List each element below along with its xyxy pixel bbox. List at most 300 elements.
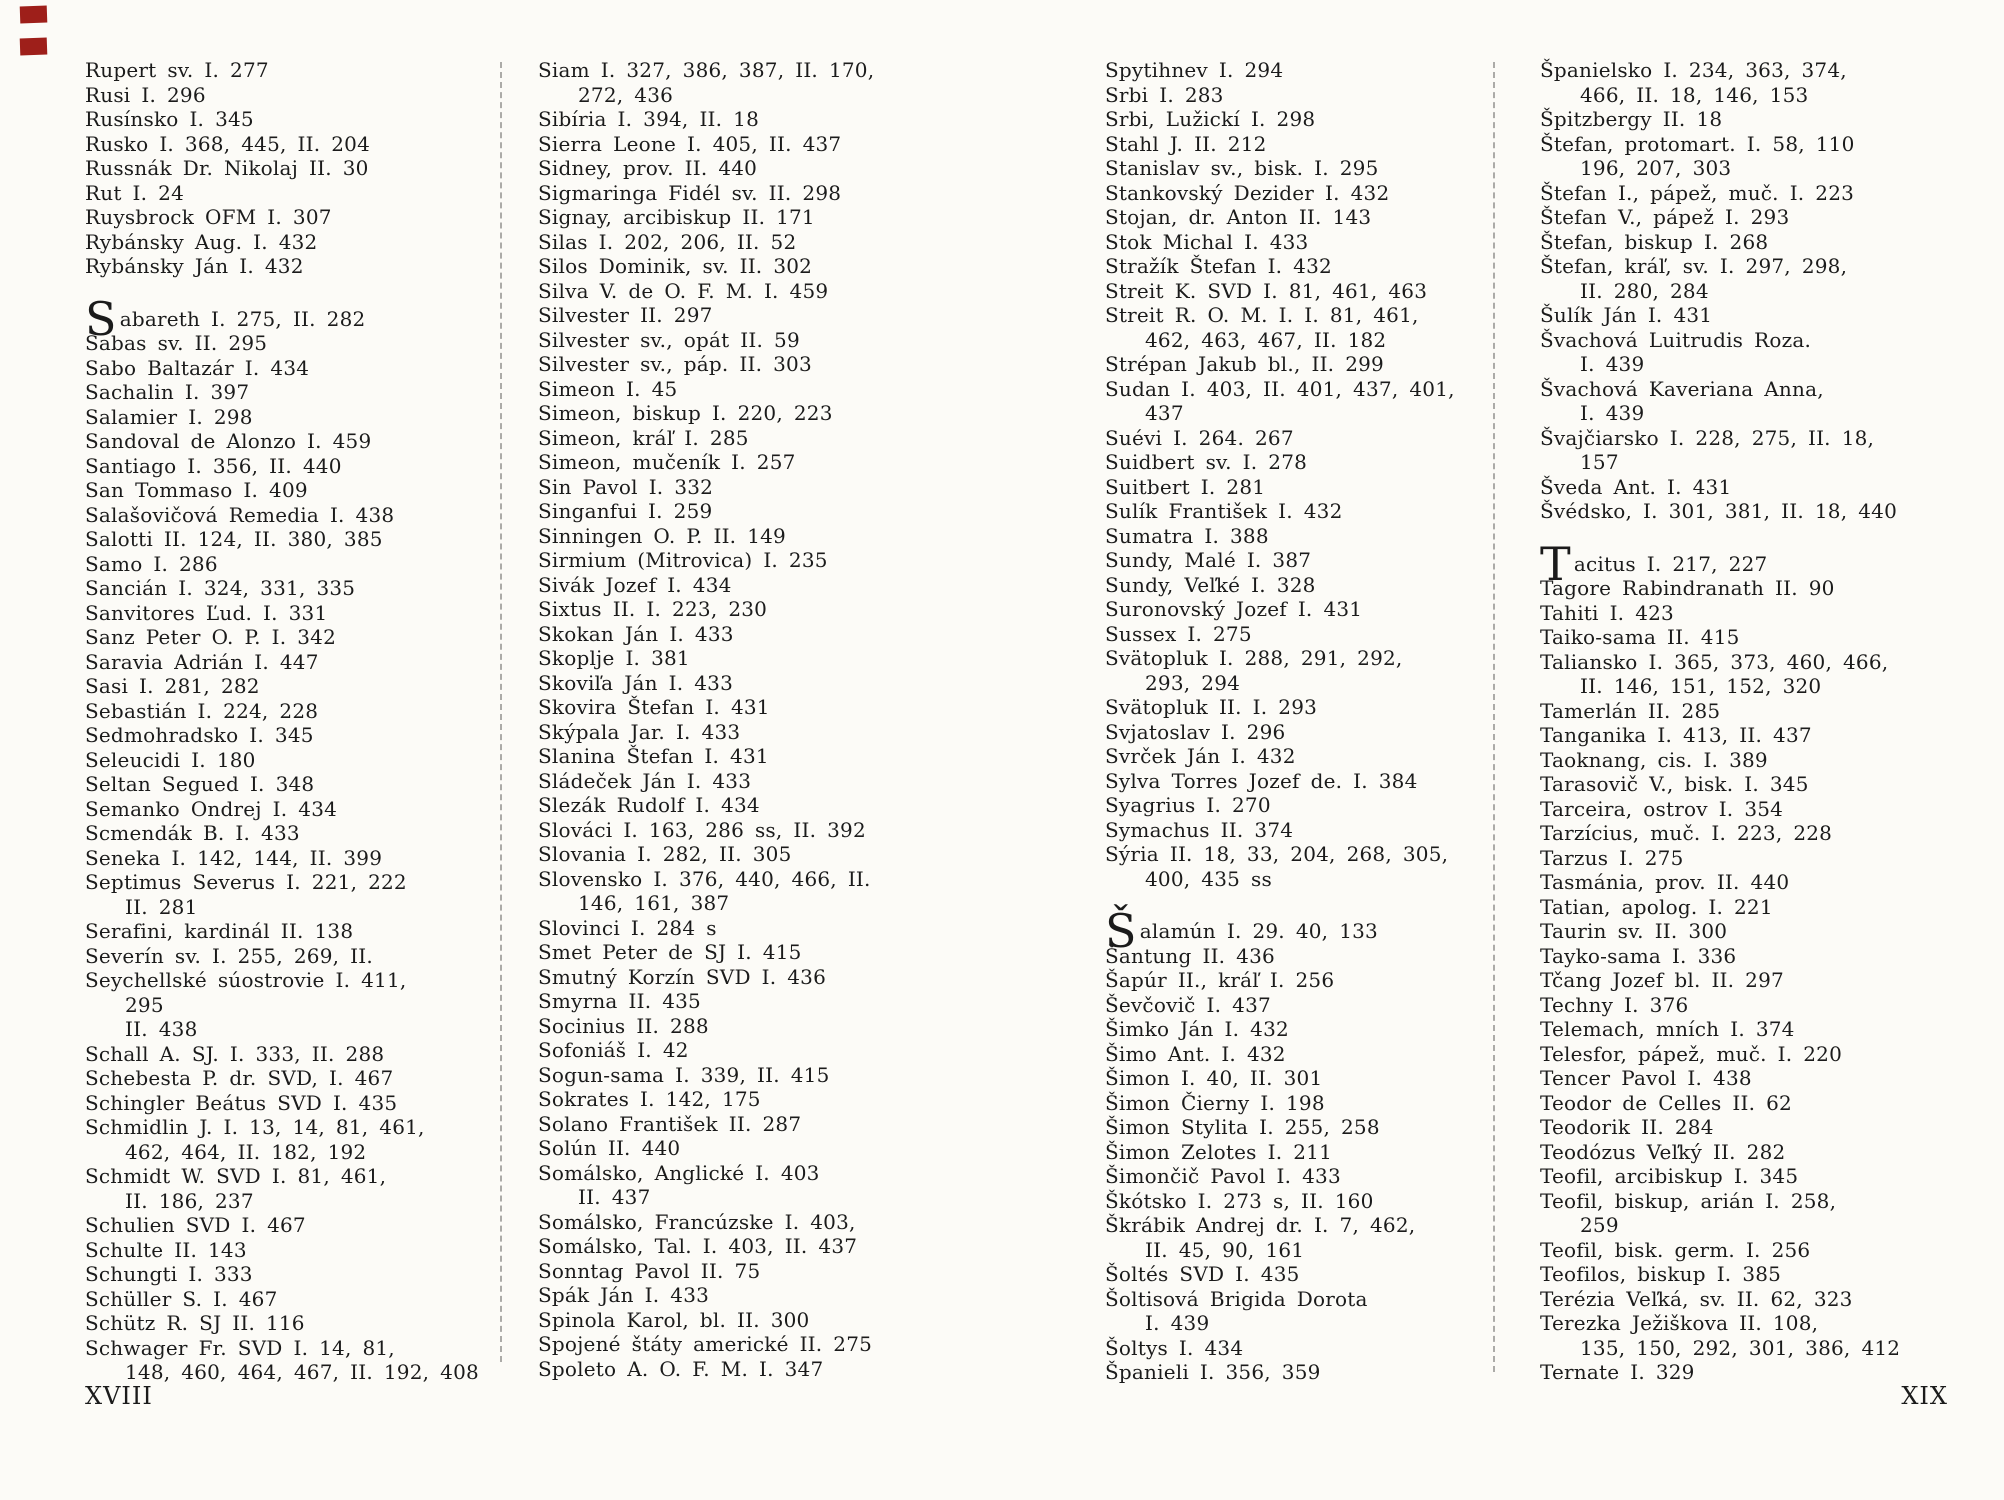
index-entry (85, 723, 415, 748)
index-entry (1540, 254, 1970, 303)
index-entry-line: Saravia Adrián I. 447 (85, 649, 319, 674)
index-entry-line: Srbi, Lužickí I. 298 (1105, 107, 1316, 131)
index-entry-line: Septimus Severus I. 221, 222 (85, 870, 407, 894)
index-entry-line: Šimko Ján I. 432 (1105, 1017, 1289, 1041)
index-entry-line: Taoknang, cis. I. 389 (1540, 747, 1768, 772)
index-entry (1105, 1115, 1510, 1140)
index-entry-line: Slovania I. 282, II. 305 (538, 842, 792, 866)
index-entry (1540, 107, 1970, 132)
index-entry (1105, 548, 1510, 573)
index-entry-line: Suévi I. 264. 267 (1105, 425, 1294, 450)
index-entry (85, 205, 415, 230)
index-entry (1540, 650, 1970, 699)
index-entry-line: Sirmium (Mitrovica) I. 235 (538, 548, 828, 572)
index-entry-line: Silvester II. 297 (538, 303, 713, 327)
index-entry-continuation-line: I. 439 (1580, 401, 1645, 425)
index-entry-continuation-line: 462, 464, II. 182, 192 (125, 1139, 367, 1164)
index-entry-line: Stražík Štefan I. 432 (1105, 254, 1332, 278)
index-entry (538, 573, 948, 598)
index-entry (1105, 499, 1510, 524)
index-entry (1540, 377, 1970, 426)
index-entry (85, 944, 415, 969)
index-entry (1540, 205, 1970, 230)
index-entry (1105, 597, 1510, 622)
index-entry-line: Sixtus II. I. 223, 230 (538, 597, 768, 621)
index-entry-line: Skoplje I. 381 (538, 646, 690, 670)
index-entry-line: Sundy, Malé I. 387 (1105, 548, 1312, 572)
index-entry-line: Sanz Peter O. P. I. 342 (85, 625, 337, 649)
index-entry (85, 625, 415, 650)
index-entry-line: Stanislav sv., bisk. I. 295 (1105, 156, 1379, 180)
index-entry (1105, 352, 1510, 377)
index-entry-line: Suidbert sv. I. 278 (1105, 450, 1308, 474)
index-entry-line: Sibíria I. 394, II. 18 (538, 107, 760, 131)
index-entry (1105, 968, 1510, 993)
index-entry (1105, 993, 1510, 1018)
index-entry (1105, 646, 1510, 695)
index-entry-line: Schmidt W. SVD I. 81, 461, (85, 1164, 387, 1188)
index-entry-continuation-line: 293, 294 (1145, 670, 1241, 695)
index-entry-line: Seltan Segued I. 348 (85, 772, 315, 796)
index-column-3 (1105, 58, 1510, 1385)
index-entry-line: Stojan, dr. Anton II. 143 (1105, 205, 1372, 229)
index-entry-line: Suitbert I. 281 (1105, 474, 1266, 499)
index-entry (538, 671, 948, 696)
index-entry-line: Teodor de Celles II. 62 (1540, 1090, 1792, 1115)
index-entry (1105, 377, 1510, 426)
index-entry-line: Štefan, protomart. I. 58, 110 (1540, 131, 1855, 156)
index-entry (85, 478, 415, 503)
index-entry (85, 919, 415, 944)
index-entry-line: Sandoval de Alonzo I. 459 (85, 429, 372, 453)
index-entry-line: Semanko Ondrej I. 434 (85, 796, 338, 821)
index-entry (538, 793, 948, 818)
index-entry (538, 965, 948, 990)
index-entry-line: Stankovský Dezider I. 432 (1105, 180, 1390, 205)
index-entry-line: Slovinci I. 284 s (538, 915, 717, 940)
index-entry-line: Švachová Luitrudis Roza. (1540, 327, 1812, 352)
index-entry-line: Šapúr II., kráľ I. 256 (1105, 968, 1335, 992)
index-entry (85, 356, 415, 381)
index-entry (1540, 870, 1970, 895)
index-entry (1540, 723, 1970, 748)
index-entry-line: Španielsko I. 234, 363, 374, (1540, 58, 1847, 82)
index-entry-line: Sulík František I. 432 (1105, 499, 1343, 523)
index-entry-line: Španieli I. 356, 359 (1105, 1360, 1321, 1384)
index-entry-text: acitus I. 217, 227 (1573, 551, 1768, 576)
index-entry-line: Silva V. de O. F. M. I. 459 (538, 278, 829, 303)
index-entry-line: Spák Ján I. 433 (538, 1283, 710, 1307)
column-divider (500, 62, 502, 1362)
index-entry (1105, 205, 1510, 230)
index-entry (538, 1063, 948, 1088)
index-entry-line: Sachalin I. 397 (85, 380, 250, 404)
index-entry (1540, 772, 1970, 797)
index-entry-line: San Tommaso I. 409 (85, 478, 308, 502)
index-entry-line: Somálsko, Francúzske I. 403, (538, 1209, 856, 1234)
index-entry-line: Špitzbergy II. 18 (1540, 107, 1723, 131)
index-entry (85, 821, 415, 846)
index-entry-line: Stahl J. II. 212 (1105, 131, 1267, 156)
index-entry-line: Štefan V., pápež I. 293 (1540, 205, 1790, 229)
index-entry (1540, 944, 1970, 969)
index-entry (538, 867, 948, 916)
index-entry (1540, 426, 1970, 475)
index-entry (538, 646, 948, 671)
index-entry-line: Spoleto A. O. F. M. I. 347 (538, 1356, 824, 1381)
index-entry-continuation-line: 462, 463, 467, II. 182 (1145, 327, 1387, 352)
index-entry-line: Slanina Štefan I. 431 (538, 744, 769, 768)
index-entry-line: Strépan Jakub bl., II. 299 (1105, 352, 1384, 376)
index-entry (1105, 1336, 1510, 1361)
index-entry (1540, 993, 1970, 1018)
index-entry (1105, 426, 1510, 451)
index-entry-line: Tarceira, ostrov I. 354 (1540, 796, 1784, 821)
index-entry-line: Seleucidi I. 180 (85, 747, 256, 772)
index-entry (1540, 968, 1970, 993)
index-entry-line: Ternate I. 329 (1540, 1360, 1695, 1384)
index-entry-line: Švachová Kaveriana Anna, (1540, 376, 1824, 401)
index-entry (1540, 919, 1970, 944)
index-entry (85, 870, 415, 919)
index-entry (85, 1091, 415, 1116)
index-entry-line: Svätopluk I. 288, 291, 292, (1105, 646, 1403, 670)
index-entry (1105, 1262, 1510, 1287)
index-entry-continuation-line: 146, 161, 387 (578, 891, 730, 915)
index-entry (538, 769, 948, 794)
index-entry (85, 58, 415, 83)
index-entry-line: Šoltés SVD I. 435 (1105, 1262, 1300, 1286)
index-entry-line: Taurin sv. II. 300 (1540, 919, 1728, 943)
index-entry-line: Scmendák B. I. 433 (85, 821, 300, 845)
index-entry (85, 552, 415, 577)
index-entry-line: Schüller S. I. 467 (85, 1286, 278, 1311)
index-entry (1105, 181, 1510, 206)
index-entry (538, 1087, 948, 1112)
index-entry-line: Rusi I. 296 (85, 82, 206, 107)
index-entry-line: Škótsko I. 273 s, II. 160 (1105, 1188, 1374, 1213)
index-entry-line: Šoltisová Brigida Dorota (1105, 1286, 1368, 1311)
index-entry-line: Streit K. SVD I. 81, 461, 463 (1105, 278, 1428, 303)
index-entry (85, 674, 415, 699)
index-entry (538, 989, 948, 1014)
index-entry-line: Siam I. 327, 386, 387, II. 170, (538, 58, 875, 82)
index-entry-line: Silas I. 202, 206, II. 52 (538, 229, 797, 254)
index-entry (85, 1287, 415, 1312)
index-entry (1540, 846, 1970, 871)
index-entry (85, 1042, 415, 1067)
index-entry-line: Sýria II. 18, 33, 204, 268, 305, (1105, 842, 1449, 866)
index-entry-line: Tasmánia, prov. II. 440 (1540, 870, 1790, 894)
index-entry-line: Teodorik II. 284 (1540, 1115, 1714, 1139)
index-column-2 (538, 58, 948, 1381)
index-entry (538, 205, 948, 230)
index-entry-line: Šimon Stylita I. 255, 258 (1105, 1115, 1380, 1139)
index-entry (85, 254, 415, 279)
index-entry-line: Tarzus I. 275 (1540, 845, 1684, 870)
index-entry-line: Tahiti I. 423 (1540, 600, 1674, 625)
index-entry (1105, 1140, 1510, 1165)
index-entry-line: Terezka Ježiškova II. 108, (1540, 1311, 1819, 1335)
index-entry (85, 1238, 415, 1263)
index-entry (85, 107, 415, 132)
index-entry (1540, 601, 1970, 626)
index-entry (1540, 328, 1970, 377)
index-entry-line: Tanganika I. 413, II. 437 (1540, 723, 1812, 747)
index-entry-line: Ruysbrock OFM I. 307 (85, 205, 332, 229)
index-entry-line: Solano František II. 287 (538, 1111, 802, 1136)
index-entry-line: Simeon I. 45 (538, 376, 678, 401)
index-column-4 (1540, 58, 1970, 1385)
index-entry-line: Švédsko, I. 301, 381, II. 18, 440 (1540, 499, 1898, 523)
index-entry (1540, 230, 1970, 255)
index-entry-line: Srbi I. 283 (1105, 82, 1224, 107)
index-entry (1540, 1091, 1970, 1116)
index-entry (85, 454, 415, 479)
index-entry-line: Smyrna II. 435 (538, 989, 701, 1013)
index-entry (538, 548, 948, 573)
index-entry (538, 181, 948, 206)
index-entry-continuation-line: 259 (1580, 1213, 1619, 1237)
index-entry-continuation-line: 148, 460, 464, 467, II. 192, 408 (125, 1360, 479, 1384)
index-entry (85, 181, 415, 206)
index-entry (538, 720, 948, 745)
index-entry-line: Rupert sv. I. 277 (85, 58, 269, 82)
index-entry (538, 58, 948, 107)
index-entry (1105, 842, 1510, 891)
index-entry-line: Terézia Veľká, sv. II. 62, 323 (1540, 1286, 1853, 1311)
index-entry (538, 1259, 948, 1284)
index-entry (1540, 1262, 1970, 1287)
index-entry-line: Šimon Čierny I. 198 (1105, 1090, 1325, 1115)
index-entry-line: Salašovičová Remedia I. 438 (85, 502, 395, 527)
index-entry (1105, 818, 1510, 843)
index-entry-line: Svätopluk II. I. 293 (1105, 695, 1318, 719)
index-entry-line: Rusínsko I. 345 (85, 107, 254, 131)
index-entry (1105, 156, 1510, 181)
index-entry (538, 916, 948, 941)
index-entry (538, 1038, 948, 1063)
index-entry-line: Tatian, apolog. I. 221 (1540, 894, 1773, 919)
index-entry (85, 576, 415, 601)
index-entry (538, 279, 948, 304)
index-entry-line: Tagore Rabindranath II. 90 (1540, 576, 1835, 600)
index-entry-line: Šoltys I. 434 (1105, 1335, 1244, 1360)
index-entry (1105, 83, 1510, 108)
index-entry (85, 405, 415, 430)
index-entry-line: Teofilos, biskup I. 385 (1540, 1262, 1782, 1286)
index-entry (1105, 793, 1510, 818)
index-entry (1540, 895, 1970, 920)
index-entry (1540, 1189, 1970, 1238)
index-entry-line: Sabo Baltazár I. 434 (85, 355, 310, 380)
index-entry-line: Somálsko, Anglické I. 403 (538, 1160, 820, 1185)
index-entry-line: Slezák Rudolf I. 434 (538, 793, 760, 817)
index-entry (1105, 769, 1510, 794)
red-corner-mark (20, 6, 48, 24)
index-entry (538, 818, 948, 843)
index-entry (538, 107, 948, 132)
index-entry-continuation-line: 157 (1580, 450, 1619, 474)
index-entry-line: Skýpala Jar. I. 433 (538, 719, 741, 744)
index-entry-continuation-line: II. 186, 237 (125, 1188, 254, 1213)
index-entry (1540, 1042, 1970, 1067)
index-entry (1105, 720, 1510, 745)
index-entry-line: Sogun-sama I. 339, II. 415 (538, 1062, 830, 1087)
index-column-1 (85, 58, 479, 1385)
index-entry (1105, 303, 1510, 352)
index-entry (538, 1357, 948, 1382)
index-entry (538, 328, 948, 353)
index-entry-line: Svrček Ján I. 432 (1105, 744, 1296, 768)
index-entry (1540, 699, 1970, 724)
index-entry (1540, 1311, 1970, 1360)
index-entry (85, 1335, 479, 1385)
index-entry (85, 1262, 415, 1287)
index-entry-line: Silvester sv., opát II. 59 (538, 327, 800, 352)
index-entry (1105, 1091, 1510, 1116)
section-dropcap-letter: Š (1105, 904, 1137, 958)
index-entry (85, 1066, 415, 1091)
index-entry (1540, 1017, 1970, 1042)
index-entry-line: Telesfor, pápež, muč. I. 220 (1540, 1041, 1843, 1066)
index-entry-line: Spytihnev I. 294 (1105, 58, 1284, 82)
index-entry (1540, 748, 1970, 773)
index-entry (538, 230, 948, 255)
section-dropcap-letter: T (1540, 536, 1571, 591)
index-entry (1540, 58, 1970, 107)
index-entry (85, 380, 415, 405)
section-dropcap-letter: S (85, 291, 117, 346)
index-entry-line: Slováci I. 163, 286 ss, II. 392 (538, 817, 866, 842)
index-entry (85, 503, 415, 528)
index-entry-line: Suronovský Jozef I. 431 (1105, 597, 1363, 621)
index-entry-line: Schingler Beátus SVD I. 435 (85, 1090, 398, 1115)
index-entry-line: Švajčiarsko I. 228, 275, II. 18, (1540, 425, 1875, 450)
index-entry-line: Teofil, bisk. germ. I. 256 (1540, 1237, 1811, 1262)
index-entry-line: Ševčovič I. 437 (1105, 992, 1271, 1017)
index-entry (1105, 475, 1510, 500)
index-entry (1540, 132, 1970, 181)
index-entry (1540, 1066, 1970, 1091)
index-entry-line: Rybánsky Ján I. 432 (85, 254, 304, 278)
index-entry-continuation-line: I. 439 (1145, 1311, 1210, 1335)
index-entry-line: Tarasovič V., bisk. I. 345 (1540, 772, 1809, 796)
index-entry (538, 1112, 948, 1137)
index-entry-line: Spojené štáty americké II. 275 (538, 1332, 873, 1356)
index-entry (538, 1161, 948, 1210)
index-entry-line: Telemach, mních I. 374 (1540, 1017, 1795, 1041)
index-entry (85, 83, 415, 108)
index-entry-line: Schebesta P. dr. SVD, I. 467 (85, 1066, 394, 1090)
index-entry-line: Sinningen O. P. II. 149 (538, 523, 786, 548)
index-entry-line: Salotti II. 124, II. 380, 385 (85, 527, 383, 551)
index-entry (85, 331, 415, 356)
index-entry-line: Šimon I. 40, II. 301 (1105, 1066, 1323, 1090)
index-entry-continuation-line: 466, II. 18, 146, 153 (1580, 82, 1809, 107)
index-entry-line: Serafini, kardinál II. 138 (85, 919, 354, 943)
index-entry-line: Sundy, Veľké I. 328 (1105, 572, 1316, 597)
index-entry-line: Simeon, biskup I. 220, 223 (538, 401, 833, 425)
index-entry-line: Štefan I., pápež, muč. I. 223 (1540, 180, 1855, 205)
index-entry-continuation-line: II. 146, 151, 152, 320 (1580, 674, 1822, 698)
index-entry-line: Sebastián I. 224, 228 (85, 698, 319, 723)
index-entry (1105, 1066, 1510, 1091)
index-entry-line: Skoviľa Ján I. 433 (538, 670, 734, 695)
index-entry (1540, 475, 1970, 500)
index-entry (1540, 1360, 1970, 1385)
index-entry-continuation-line: II. 437 (578, 1185, 651, 1209)
index-entry-line: Techny I. 376 (1540, 992, 1689, 1017)
page-number-right: XIX (1901, 1382, 1948, 1410)
index-entry-line: Spinola Karol, bl. II. 300 (538, 1307, 810, 1332)
index-entry-line: Šimon Zelotes I. 211 (1105, 1139, 1332, 1164)
index-entry (538, 695, 948, 720)
index-entry (1105, 230, 1510, 255)
index-entry (1105, 58, 1510, 83)
index-entry-line: Schulte II. 143 (85, 1237, 247, 1262)
index-entry-line: Štefan, biskup I. 268 (1540, 229, 1769, 254)
index-entry-line: Sumatra I. 388 (1105, 523, 1269, 548)
index-entry-line: Tarzícius, muč. I. 223, 228 (1540, 821, 1833, 845)
index-entry-line: Sládeček Ján I. 433 (538, 768, 752, 793)
index-entry-line: Rut I. 24 (85, 180, 184, 205)
index-entry-line: Šimončič Pavol I. 433 (1105, 1164, 1341, 1188)
index-entry (538, 254, 948, 279)
index-entry-line: Sigmaringa Fidél sv. II. 298 (538, 180, 842, 205)
index-entry-line: Smet Peter de SJ I. 415 (538, 940, 802, 964)
index-entry-line: Singanfui I. 259 (538, 499, 713, 523)
index-entry (538, 303, 948, 328)
index-entry (85, 132, 415, 157)
index-entry-line: Schmidlin J. I. 13, 14, 81, 461, (85, 1115, 425, 1139)
index-entry-line: Šveda Ant. I. 431 (1540, 474, 1732, 499)
index-entry-line: Sofoniáš I. 42 (538, 1038, 689, 1062)
index-entry (85, 699, 415, 724)
index-entry (85, 429, 415, 454)
index-entry-line: Teofil, biskup, arián I. 258, (1540, 1188, 1837, 1213)
index-entry-line: Šulík Ján I. 431 (1540, 303, 1713, 327)
index-entry (1105, 1164, 1510, 1189)
index-entry-line: Sasi I. 281, 282 (85, 674, 260, 698)
index-entry-text: abareth I. 275, II. 282 (119, 306, 366, 331)
index-entry-continuation-line: II. 438 (125, 1017, 198, 1041)
index-entry (1105, 1189, 1510, 1214)
index-entry (538, 940, 948, 965)
index-entry (538, 401, 948, 426)
index-entry-line: Sussex I. 275 (1105, 621, 1252, 646)
index-entry-line: Schall A. SJ. I. 333, II. 288 (85, 1041, 385, 1066)
index-entry-line: Sivák Jozef I. 434 (538, 572, 732, 597)
index-entry (1105, 1360, 1510, 1385)
index-entry-continuation-line: II. 281 (125, 894, 198, 919)
index-entry (1540, 1140, 1970, 1165)
index-entry-line: Simeon, kráľ I. 285 (538, 425, 749, 450)
index-entry-line: Seneka I. 142, 144, II. 399 (85, 845, 383, 870)
index-entry-line: Taiko-sama II. 415 (1540, 625, 1740, 649)
index-entry-continuation-line: 196, 207, 303 (1580, 156, 1732, 180)
index-entry (1105, 1213, 1510, 1262)
index-entry (1105, 107, 1510, 132)
index-entry (85, 846, 415, 871)
index-entry (85, 772, 415, 797)
index-entry-line: Seychellské súostrovie I. 411, (85, 968, 407, 992)
index-entry-line: Svjatoslav I. 296 (1105, 719, 1286, 744)
index-entry-line: Tencer Pavol I. 438 (1540, 1066, 1752, 1090)
index-entry (1540, 1287, 1970, 1312)
index-entry-line: Sudan I. 403, II. 401, 437, 401, (1105, 376, 1455, 401)
index-entry-line: Somálsko, Tal. I. 403, II. 437 (538, 1234, 858, 1258)
